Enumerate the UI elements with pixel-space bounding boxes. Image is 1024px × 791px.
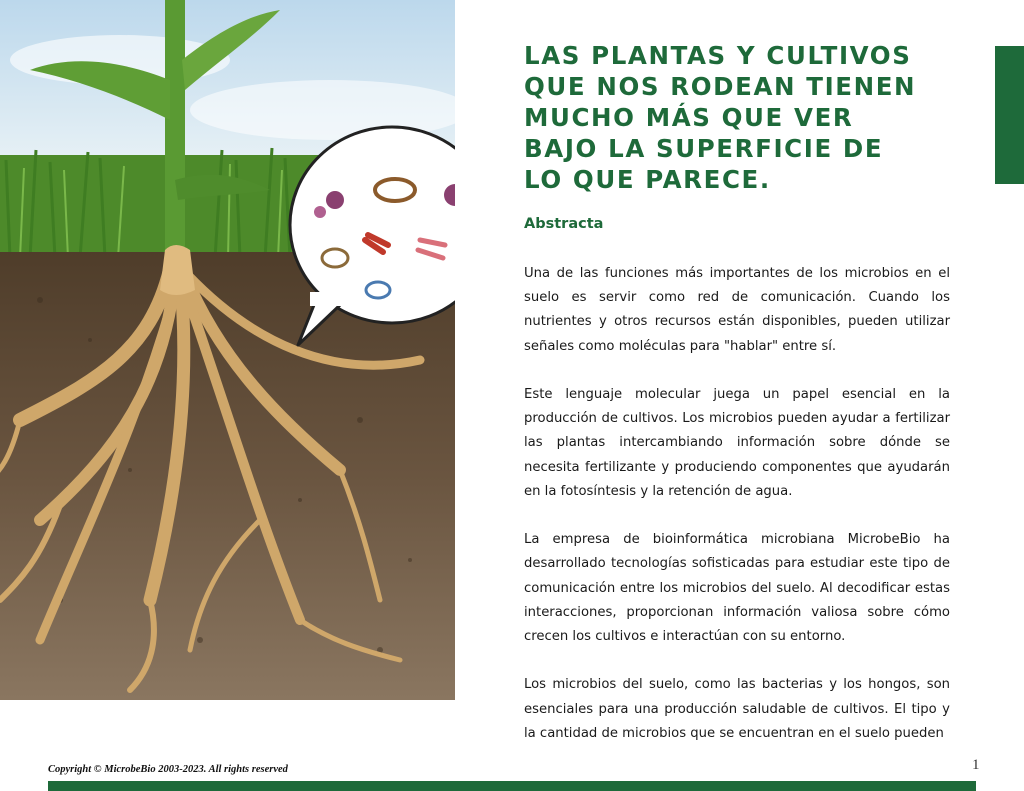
- paragraph: Los microbios del suelo, como las bacterias y los hongos, son esenciales para una producción saludable de cultivos. El tipo y la cantidad de microbios que se encuentran en el suelo pueden: [524, 677, 950, 741]
- paragraph: La empresa de bioinformática microbiana MicrobeBio ha desarrollado tecnologías sofisticadas para estudiar este tipo de comunicación entre los microbios del suelo. Al decodificar estas interacciones, proporcionan información valiosa sobre cómo crecen los cultivos e interactúan con su entorno.: [524, 532, 950, 645]
- paragraph: Este lenguaje molecular juega un papel esencial en la producción de cultivos. Los microbios pueden ayudar a fertilizar las plantas intercambiando información sobre dónde se necesita fertilizante y produciendo componentes que ayudarán en la fotosíntesis y la retención de agua.: [524, 387, 950, 499]
- copyright-notice: Copyright © MicrobeBio 2003-2023. All rights reserved: [48, 764, 288, 775]
- footer-bar: [48, 781, 976, 791]
- page-number: 1: [972, 757, 980, 773]
- page-title: LAS PLANTAS Y CULTIVOS QUE NOS RODEAN TIENEN MUCHO MÁS QUE VER BAJO LA SUPERFICIE DE LO QUE PARECE.: [524, 41, 917, 194]
- body-text: [524, 262, 950, 770]
- section-heading: Abstracta: [524, 216, 604, 232]
- side-tab-marker: [995, 46, 1024, 184]
- plant-roots-illustration: [0, 0, 455, 700]
- paragraph: Una de las funciones más importantes de los microbios en el suelo es servir como red de comunicación. Cuando los nutrientes y otros recursos están disponibles, pueden utilizar señales como moléculas para "hablar" entre sí.: [524, 266, 950, 354]
